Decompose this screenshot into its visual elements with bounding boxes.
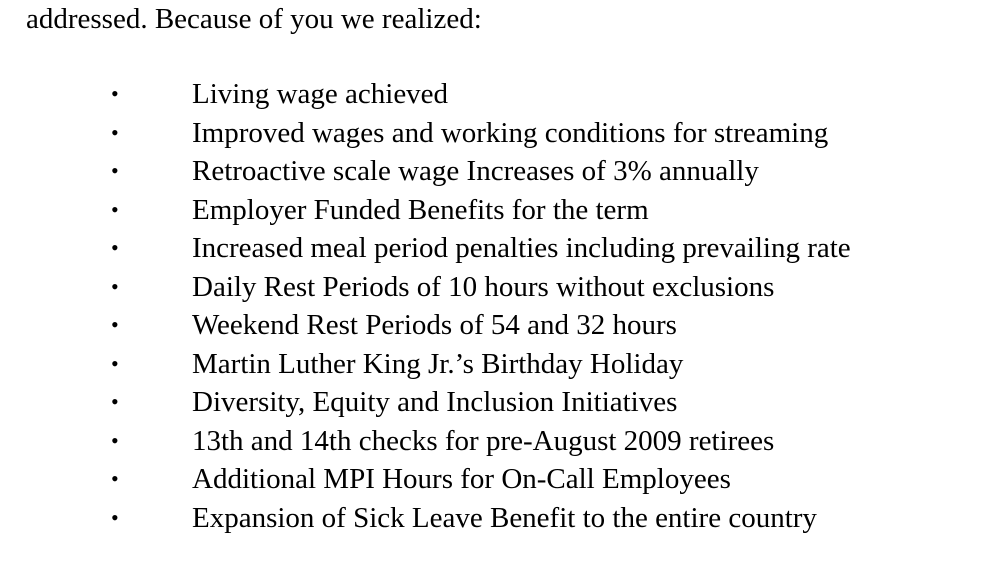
list-item-text: Additional MPI Hours for On-Call Employees (192, 463, 731, 495)
bullet-icon: • (111, 504, 119, 530)
bullet-icon: • (111, 158, 119, 183)
list-item-text: Improved wages and working conditions for streaming (192, 116, 829, 149)
list-item-text: Diversity, Equity and Inclusion Initiatives (192, 386, 678, 418)
bullet-icon: • (111, 196, 119, 222)
bullet-icon: • (111, 235, 119, 260)
bullet-icon: • (111, 427, 119, 453)
list-item-text: Living wage achieved (192, 78, 449, 110)
bullet-icon: • (111, 312, 119, 337)
bullet-icon: • (111, 350, 119, 376)
list-item-text: Weekend Rest Periods of 54 and 32 hours (192, 309, 677, 341)
list-item-text: Increased meal period penalties including prevailing rate (192, 232, 851, 264)
intro-text: addressed. Because of you we realized: (26, 3, 482, 35)
bullet-icon: • (111, 81, 119, 106)
list-item-text: 13th and 14th checks for pre-August 2009 retirees (192, 424, 775, 457)
bullet-icon: • (111, 273, 119, 299)
list-item-text: Expansion of Sick Leave Benefit to the entire country (192, 501, 817, 534)
list-item-text: Employer Funded Benefits for the term (192, 193, 649, 226)
bullet-icon: • (111, 466, 119, 491)
bullet-icon: • (111, 389, 119, 414)
list-item-text: Retroactive scale wage Increases of 3% annually (192, 155, 759, 187)
list-item-text: Martin Luther King Jr.’s Birthday Holiday (192, 347, 684, 380)
list-item-text: Daily Rest Periods of 10 hours without exclusions (192, 270, 775, 303)
bullet-icon: • (111, 119, 119, 145)
